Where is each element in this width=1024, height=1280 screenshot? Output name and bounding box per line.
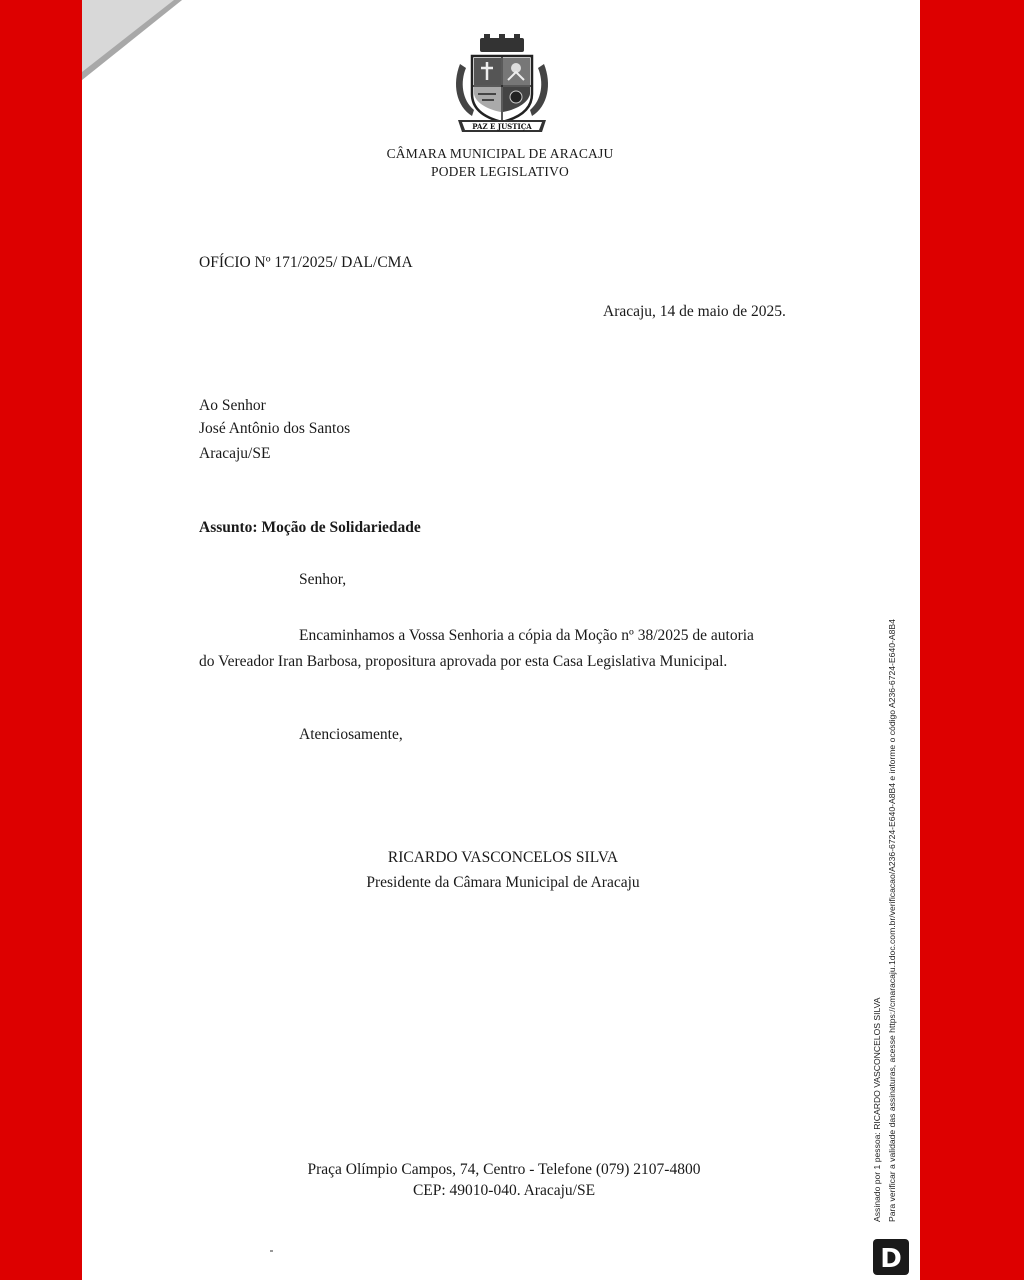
1doc-logo-letter: D xyxy=(880,1244,902,1274)
salutation: Senhor, xyxy=(299,571,347,588)
signer-name: RICARDO VASCONCELOS SILVA xyxy=(387,849,619,866)
place-and-date: Aracaju, 14 de maio de 2025. xyxy=(603,303,786,320)
recipient-name: José Antônio dos Santos xyxy=(199,420,351,437)
crest-motto: PAZ E JUSTIÇA xyxy=(472,122,532,131)
footer-cep: CEP: 49010-040. Aracaju/SE xyxy=(412,1182,596,1199)
footer-address: Praça Olímpio Campos, 74, Centro - Telefone (079) 2107-4800 xyxy=(307,1161,701,1178)
organization-branch: PODER LEGISLATIVO xyxy=(430,164,570,179)
municipal-crest-logo xyxy=(452,34,552,138)
signer-role: Presidente da Câmara Municipal de Aracaju xyxy=(366,874,640,891)
recipient-salutation-line: Ao Senhor xyxy=(199,397,266,414)
body-text-line-2: do Vereador Iran Barbosa, propositura aprovada por esta Casa Legislativa Municipal. xyxy=(199,653,728,670)
signature-stamp-signed-by: Assinado por 1 pessoa: RICARDO VASCONCELOS SILVA xyxy=(872,997,882,1222)
document-reference: OFÍCIO Nº 171/2025/ DAL/CMA xyxy=(199,254,413,271)
1doc-logo-icon xyxy=(873,1239,909,1275)
scan-speck xyxy=(270,1250,273,1252)
subject-line: Assunto: Moção de Solidariedade xyxy=(199,519,421,536)
page-fold-corner xyxy=(82,0,192,90)
body-text-line-1: Encaminhamos a Vossa Senhoria a cópia da Moção nº 38/2025 de autoria xyxy=(299,627,754,644)
recipient-city: Aracaju/SE xyxy=(199,445,271,462)
organization-name: CÂMARA MUNICIPAL DE ARACAJU xyxy=(386,146,614,161)
closing: Atenciosamente, xyxy=(299,726,403,743)
signature-verification-link[interactable]: Para verificar a validade das assinaturas, acesse https://cmaracaju.1doc.com.br/verificacao/A236-6724-E640-A8B4 e informe o código A236-6724-E640-A8B4 xyxy=(887,619,897,1222)
